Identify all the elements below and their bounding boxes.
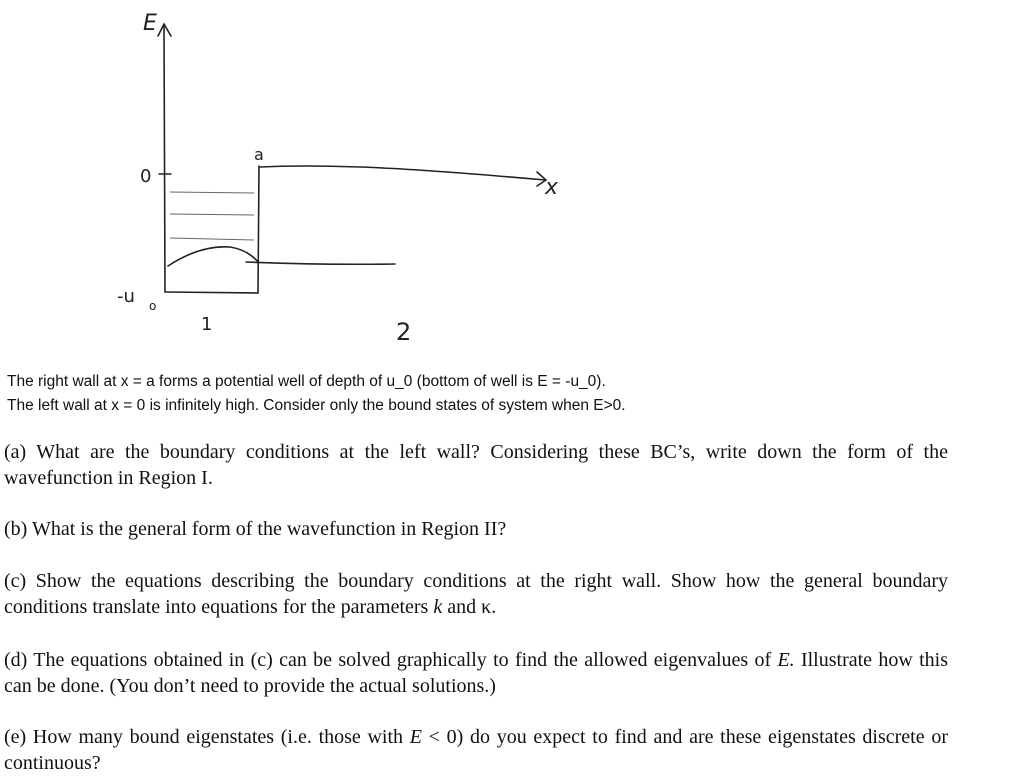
question-d <box>4 647 948 699</box>
question-c-and: and <box>447 596 477 618</box>
depth-label: -u <box>117 286 135 307</box>
bound-level-line <box>246 262 395 264</box>
question-e <box>4 724 948 776</box>
energy-level-2 <box>170 214 254 215</box>
intro-line-1: The right wall at x = a forms a potential well of depth of u_0 (bottom of well is E = -u_0). <box>7 373 606 390</box>
zero-label: 0 <box>140 166 152 187</box>
question-e-text: (e) How many bound eigenstates (i.e. those with <box>4 726 404 748</box>
bound-state-curve <box>168 247 258 266</box>
potential-well-sketch <box>0 0 1024 360</box>
energy-axis <box>164 26 165 292</box>
right-wall <box>258 166 259 293</box>
question-e-E: E <box>409 726 422 748</box>
question-a: (a) What are the boundary conditions at the left wall? Considering these BC’s, write down the form of the wavefunction in Region I. <box>4 441 948 489</box>
region1-label: 1 <box>201 314 213 335</box>
question-d-text: (d) The equations obtained in (c) can be solved graphically to find the allowed eigenvalues of <box>4 649 772 671</box>
problem-intro <box>7 370 1007 418</box>
question-c-k: k <box>433 596 443 618</box>
intro-line-2: The left wall at x = 0 is infinitely high. Consider only the bound states of system when E>0. <box>7 397 626 414</box>
question-c-text: (c) Show the equations describing the boundary conditions at the right wall. Show how the general boundary conditions translate into equations for the parameters <box>4 570 948 618</box>
question-e-rest: < 0) do you expect to find and are these eigenstates discrete or continuous? <box>4 726 948 774</box>
energy-level-1 <box>170 192 254 193</box>
region2-label: 2 <box>396 318 412 346</box>
energy-level-3 <box>170 238 254 240</box>
question-d-E: E. <box>777 649 795 671</box>
well-bottom <box>165 292 258 293</box>
depth-subscript: o <box>149 299 157 313</box>
question-c-kappa: κ. <box>481 596 497 618</box>
question-d-rest: Illustrate how this can be done. (You don’t need to provide the actual solutions.) <box>4 649 948 697</box>
wall-label: a <box>254 145 264 164</box>
region2-line <box>260 166 545 180</box>
position-axis-label: x <box>545 175 559 200</box>
question-b: (b) What is the general form of the wavefunction in Region II? <box>4 518 507 540</box>
energy-axis-label: E <box>143 11 157 36</box>
question-c <box>4 568 948 620</box>
